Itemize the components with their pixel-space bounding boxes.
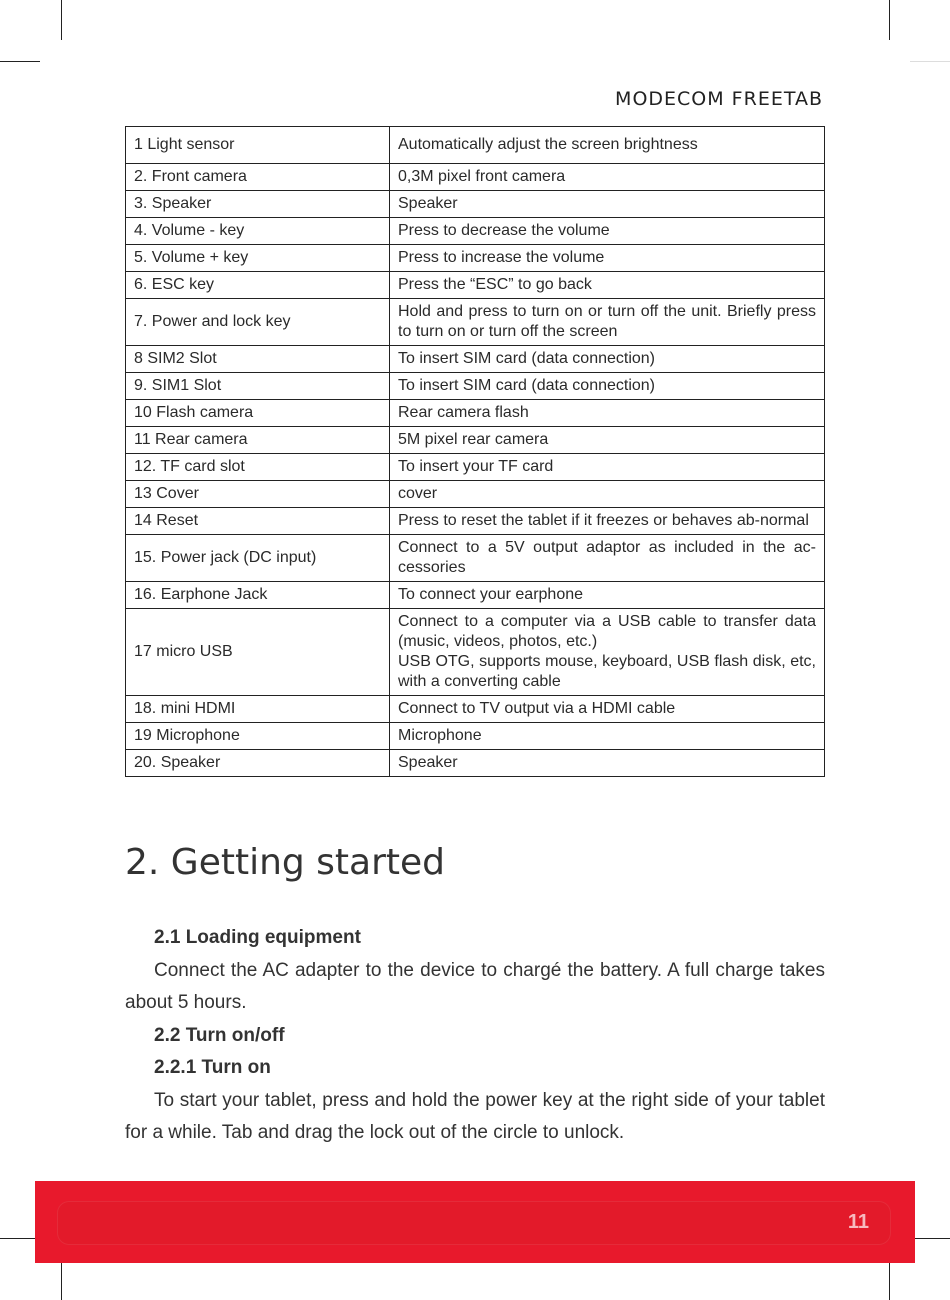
crop-mark-bottom-left-h <box>0 1238 40 1239</box>
footer-inner-band <box>57 1201 891 1245</box>
part-description-cell <box>390 508 825 535</box>
description-line: To insert SIM card (data connection) <box>398 350 656 367</box>
part-name-cell: 3. Speaker <box>126 191 390 218</box>
table-row <box>126 481 825 508</box>
description-line: Hold and press to turn on or turn off the unit. Briefly press to turn on or turn off the screen <box>398 303 816 340</box>
part-description-cell <box>390 218 825 245</box>
part-description-cell <box>390 373 825 400</box>
section-body <box>125 922 825 1150</box>
description-line: Press to reset the tablet if it freezes or behaves ab-normal <box>398 512 809 529</box>
table-row <box>126 299 825 346</box>
part-description-cell <box>390 299 825 346</box>
description-line: Automatically adjust the screen brightness <box>398 136 698 153</box>
part-name-cell: 10 Flash camera <box>126 400 390 427</box>
table-row <box>126 127 825 164</box>
table-row <box>126 272 825 299</box>
table-row <box>126 164 825 191</box>
part-description-cell <box>390 427 825 454</box>
description-line: Connect to a computer via a USB cable to transfer data (music, videos, photos, etc.) <box>398 613 816 650</box>
description-line: To insert your TF card <box>398 458 554 475</box>
part-name-cell: 9. SIM1 Slot <box>126 373 390 400</box>
part-name-cell: 17 micro USB <box>126 609 390 696</box>
part-name-cell: 2. Front camera <box>126 164 390 191</box>
part-description-cell <box>390 272 825 299</box>
subsection-text-turn-on: To start your tablet, press and hold the power key at the right side of your tablet for a while. Tab and drag the lock out of the circle to unlock. <box>125 1089 825 1143</box>
document-header-title: MODECOM FREETAB <box>615 88 823 110</box>
part-name-cell: 7. Power and lock key <box>126 299 390 346</box>
component-spec-table <box>125 126 825 777</box>
part-description-cell <box>390 400 825 427</box>
part-description-cell <box>390 535 825 582</box>
description-line: USB OTG, supports mouse, keyboard, USB flash disk, etc, with a converting cable <box>398 653 816 690</box>
part-name-cell: 11 Rear camera <box>126 427 390 454</box>
footer-bar <box>35 1181 915 1263</box>
part-name-cell: 18. mini HDMI <box>126 696 390 723</box>
subsection-heading-turn-on-off: 2.2 Turn on/off <box>154 1024 285 1046</box>
part-name-cell: 13 Cover <box>126 481 390 508</box>
description-line: Speaker <box>398 754 458 771</box>
table-row <box>126 245 825 272</box>
part-name-cell: 15. Power jack (DC input) <box>126 535 390 582</box>
description-line: 5M pixel rear camera <box>398 431 549 448</box>
crop-mark-top-left-v <box>61 0 62 40</box>
table-row <box>126 582 825 609</box>
crop-mark-top-right-h <box>910 61 950 62</box>
subsection-text-loading-equipment: Connect the AC adapter to the device to chargé the battery. A full charge takes about 5 hours. <box>125 959 825 1013</box>
table-row <box>126 535 825 582</box>
description-line: Press the “ESC” to go back <box>398 276 592 293</box>
section-title: 2. Getting started <box>125 842 446 883</box>
page-number: 11 <box>847 1211 869 1233</box>
table-row <box>126 218 825 245</box>
part-description-cell <box>390 164 825 191</box>
description-line: Rear camera flash <box>398 404 529 421</box>
description-line: Microphone <box>398 727 482 744</box>
table-row <box>126 191 825 218</box>
description-line: 0,3M pixel front camera <box>398 168 566 185</box>
table-row <box>126 373 825 400</box>
description-line: Speaker <box>398 195 458 212</box>
part-name-cell: 4. Volume - key <box>126 218 390 245</box>
table-row <box>126 696 825 723</box>
table-row <box>126 454 825 481</box>
part-description-cell <box>390 346 825 373</box>
part-description-cell <box>390 582 825 609</box>
table-row <box>126 346 825 373</box>
table-row <box>126 609 825 696</box>
crop-mark-top-left-h <box>0 61 40 62</box>
table-row <box>126 723 825 750</box>
table-row <box>126 508 825 535</box>
part-name-cell: 6. ESC key <box>126 272 390 299</box>
part-description-cell <box>390 696 825 723</box>
part-name-cell: 12. TF card slot <box>126 454 390 481</box>
crop-mark-bottom-left-v <box>61 1260 62 1300</box>
table-row <box>126 400 825 427</box>
part-name-cell: 8 SIM2 Slot <box>126 346 390 373</box>
spec-table-body <box>126 127 825 777</box>
part-description-cell <box>390 127 825 164</box>
part-description-cell <box>390 191 825 218</box>
part-name-cell: 16. Earphone Jack <box>126 582 390 609</box>
part-name-cell: 19 Microphone <box>126 723 390 750</box>
part-description-cell <box>390 454 825 481</box>
description-line: To connect your earphone <box>398 586 584 603</box>
description-line: To insert SIM card (data connection) <box>398 377 656 394</box>
part-name-cell: 1 Light sensor <box>126 127 390 164</box>
subsection-heading-turn-on: 2.2.1 Turn on <box>154 1057 271 1078</box>
part-name-cell: 14 Reset <box>126 508 390 535</box>
description-line: Press to decrease the volume <box>398 222 610 239</box>
description-line: Connect to a 5V output adaptor as included in the ac-cessories <box>398 539 816 576</box>
crop-mark-bottom-right-v <box>889 1260 890 1300</box>
part-description-cell <box>390 723 825 750</box>
description-line: Connect to TV output via a HDMI cable <box>398 700 676 717</box>
crop-mark-bottom-right-h <box>910 1238 950 1239</box>
crop-mark-top-right-v <box>889 0 890 40</box>
part-description-cell <box>390 609 825 696</box>
part-description-cell <box>390 245 825 272</box>
part-name-cell: 20. Speaker <box>126 750 390 777</box>
table-row <box>126 750 825 777</box>
description-line: Press to increase the volume <box>398 249 605 266</box>
part-description-cell <box>390 481 825 508</box>
table-row <box>126 427 825 454</box>
part-name-cell: 5. Volume + key <box>126 245 390 272</box>
part-description-cell <box>390 750 825 777</box>
description-line: cover <box>398 485 438 502</box>
subsection-heading-loading-equipment: 2.1 Loading equipment <box>154 927 361 948</box>
